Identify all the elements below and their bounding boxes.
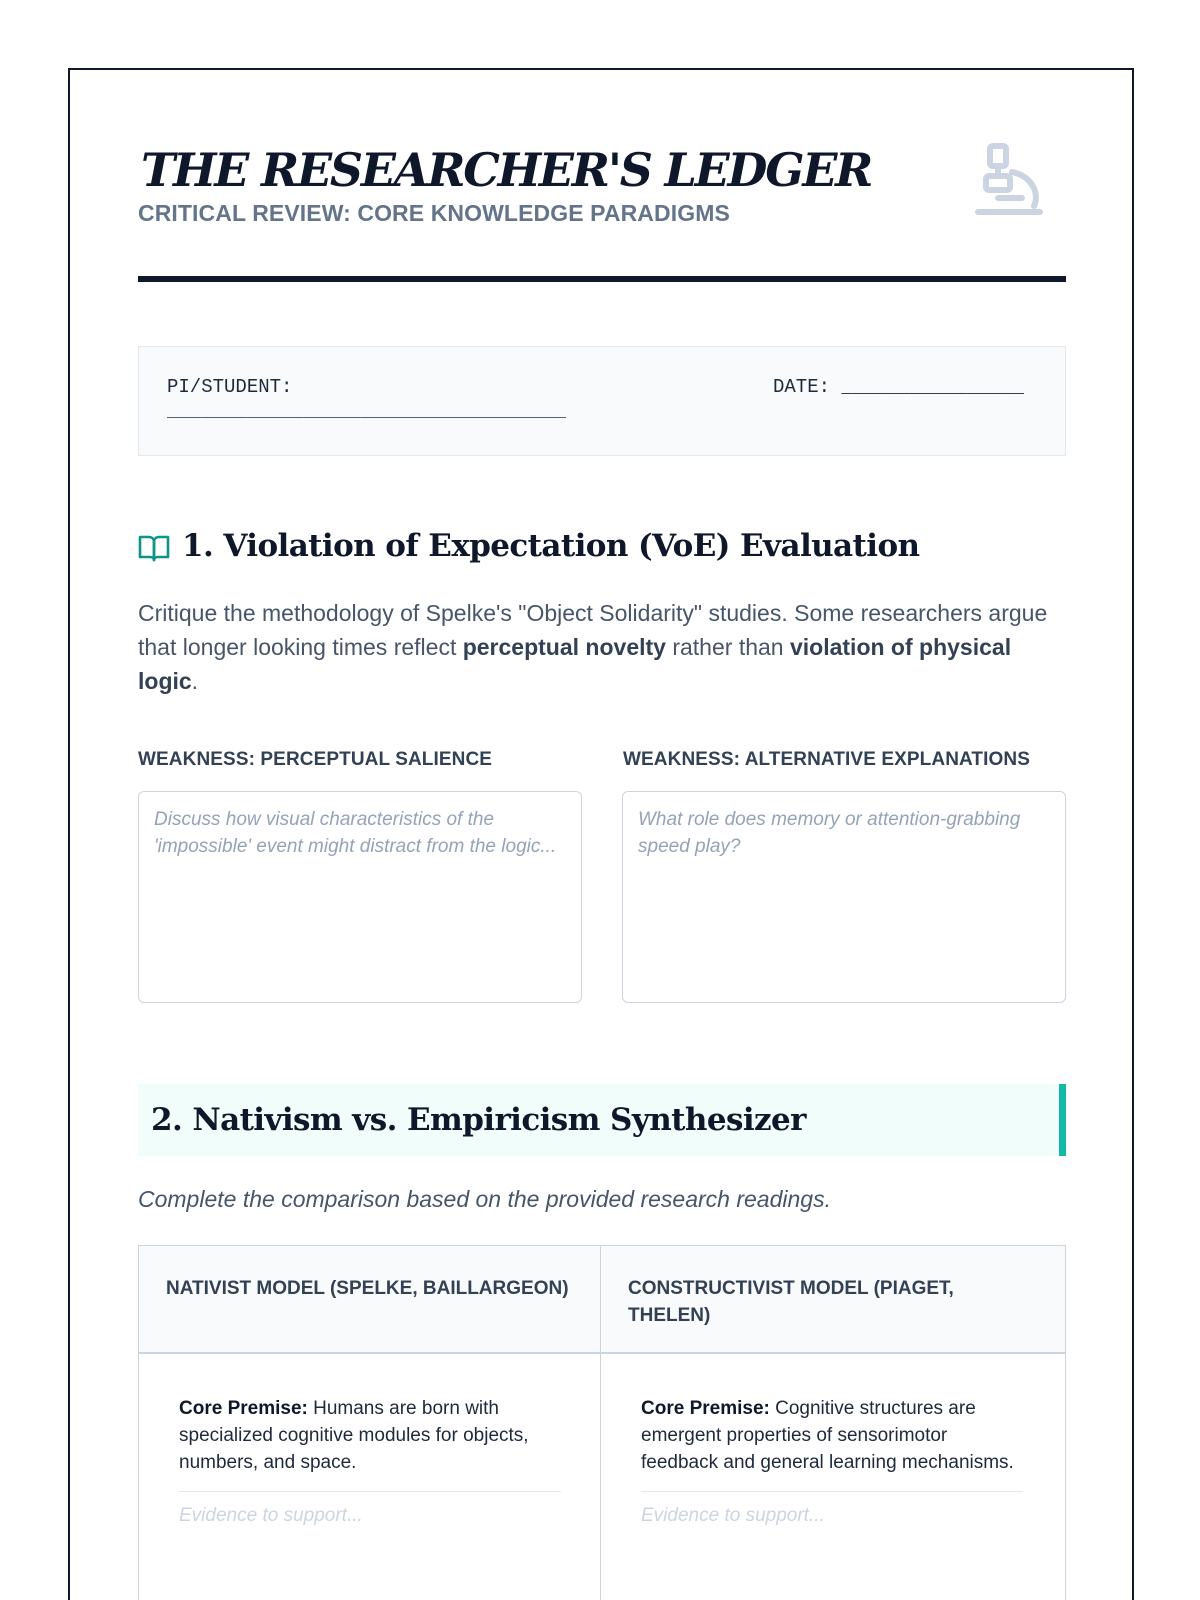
constructivist-cell [601, 1354, 1065, 1600]
nativist-premise-text: Humans are born with specialized cognitive modules for objects, numbers, and space. [179, 1398, 529, 1473]
perceptual-salience-label: WEAKNESS: PERCEPTUAL SALIENCE [138, 749, 493, 770]
description-text-3: . [191, 668, 199, 694]
nativist-evidence-field[interactable]: Evidence to support... [179, 1491, 561, 1529]
page-subtitle: CRITICAL REVIEW: CORE KNOWLEDGE PARADIGMS [138, 200, 730, 226]
section-2-instructions: Complete the comparison based on the provided research readings. [138, 1186, 831, 1212]
section-1-description [138, 596, 1066, 698]
microscope-icon [974, 142, 1046, 218]
student-info-box [138, 346, 1066, 456]
nativist-premise [179, 1395, 560, 1476]
page-header [138, 142, 1066, 282]
alternative-explanations-placeholder: What role does memory or attention-grabbing speed play? [638, 809, 1021, 857]
worksheet-page [68, 68, 1134, 1600]
alternative-explanations-textarea[interactable] [622, 791, 1066, 1003]
description-text-2: rather than [665, 634, 790, 660]
description-emphasis-1: perceptual novelty [462, 634, 666, 660]
constructivist-premise [641, 1395, 1025, 1476]
perceptual-salience-placeholder: Discuss how visual characteristics of the 'impossible' event might distract from the logic... [154, 809, 557, 857]
constructivist-evidence-field[interactable]: Evidence to support... [641, 1491, 1023, 1529]
section-1-heading [138, 526, 1066, 566]
description-text-1: Critique the methodology of Spelke's "Object Solidarity" studies. Some researchers argue that longer looking times reflect [138, 600, 1048, 660]
header-rule [138, 276, 1066, 282]
page-title: THE RESEARCHER'S LEDGER [141, 143, 872, 197]
pi-student-label: PI/STUDENT: [167, 376, 293, 398]
nativist-cell [139, 1354, 601, 1600]
section-2-title: 2. Nativism vs. Empiricism Synthesizer [151, 1102, 806, 1138]
perceptual-salience-textarea[interactable] [138, 791, 582, 1003]
book-open-icon [138, 534, 170, 562]
section-1-title: 1. Violation of Expectation (VoE) Evaluation [182, 528, 920, 564]
nativist-column-header: NATIVIST MODEL (SPELKE, BAILLARGEON) [139, 1246, 601, 1354]
nativist-premise-label: Core Premise: [179, 1398, 308, 1419]
description-emphasis-2: violation of physical logic [138, 634, 1012, 694]
pi-student-field[interactable]: ___________________________________ [167, 400, 567, 422]
alternative-explanations-label: WEAKNESS: ALTERNATIVE EXPLANATIONS [623, 749, 1030, 770]
constructivist-premise-text: Cognitive structures are emergent properties of sensorimotor feedback and general learning mechanisms. [641, 1398, 1014, 1473]
date-field[interactable]: DATE: ________________ [773, 376, 1024, 398]
constructivist-column-header: CONSTRUCTIVIST MODEL (PIAGET, THELEN) [601, 1246, 1065, 1354]
comparison-table [138, 1245, 1066, 1600]
constructivist-premise-label: Core Premise: [641, 1398, 770, 1419]
section-2-heading [138, 1084, 1066, 1156]
